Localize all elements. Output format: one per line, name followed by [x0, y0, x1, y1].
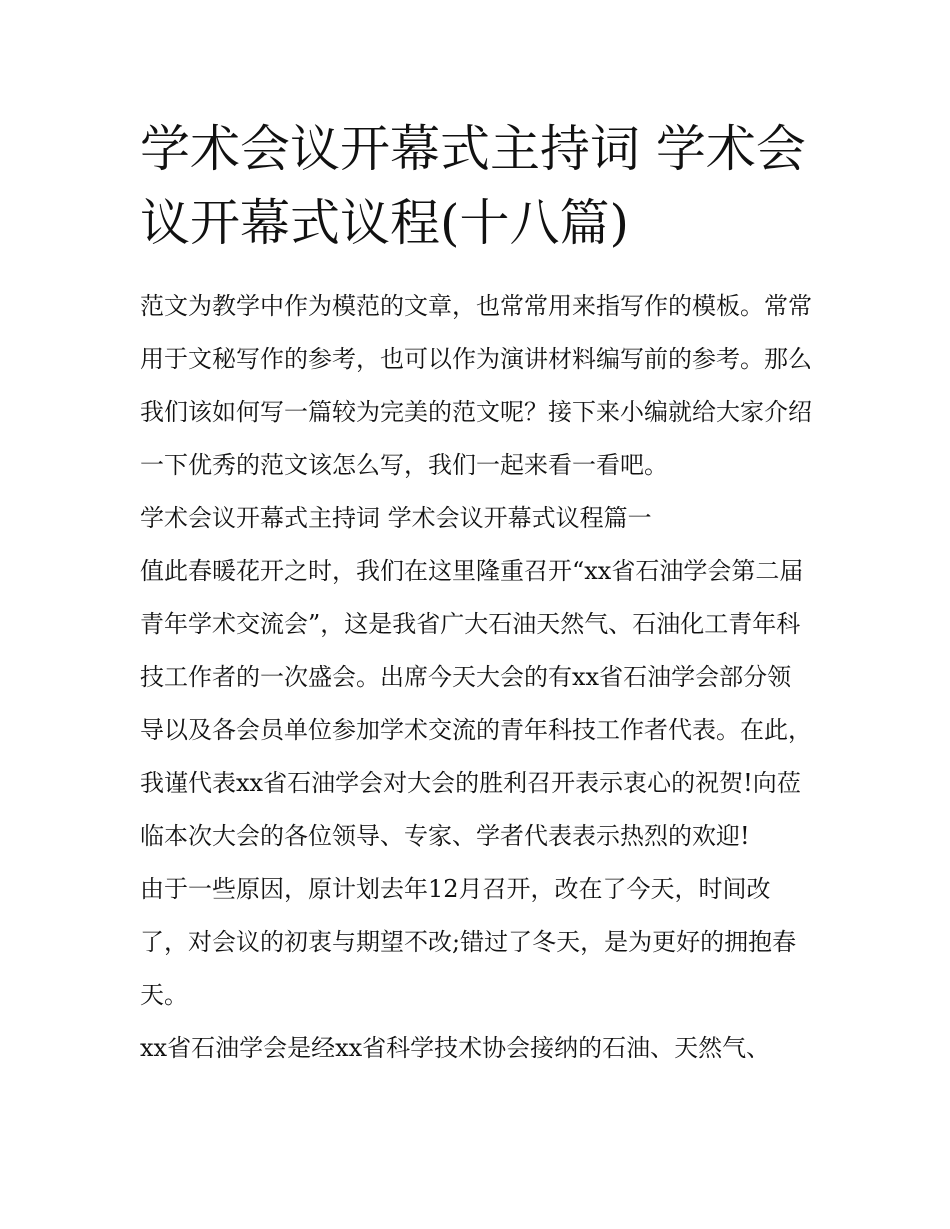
intro-paragraph: 范文为教学中作为模范的文章，也常常用来指写作的模板。常常用于文秘写作的参考，也可以作为演讲材料编写前的参考。那么我们该如何写一篇较为完美的范文呢？接下来小编就给大家介绍一下优秀的范文该怎么写，我们一起来看一看吧。 — [140, 292, 812, 479]
body-paragraph-1: 值此春暖花开之时，我们在这里隆重召开“xx省石油学会第二届青年学术交流会”，这是我省广大石油天然气、石油化工青年科技工作者的一次盛会。出席今天大会的有xx省石油学会部分领导以及各会员单位参加学术交流的青年科技工作者代表。在此，我谨代表xx省石油学会对大会的胜利召开表示衷心的祝贺!向莅临本次大会的各位领导、专家、学者代表表示热烈的欢迎! — [140, 557, 812, 850]
body-paragraph-3: xx省石油学会是经xx省科学技术协会接纳的石油、天然气、 — [140, 1034, 771, 1062]
section-heading: 学术会议开幕式主持词 学术会议开幕式议程篇一 — [140, 504, 652, 532]
body-paragraph-2: 由于一些原因，原计划去年12月召开，改在了今天，时间改了，对会议的初衷与期望不改;错过了冬天，是为更好的拥抱春天。 — [140, 875, 797, 1009]
document-title: 学术会议开幕式主持词 学术会议开幕式议程(十八篇) — [140, 120, 806, 252]
document-body — [140, 112, 812, 1075]
